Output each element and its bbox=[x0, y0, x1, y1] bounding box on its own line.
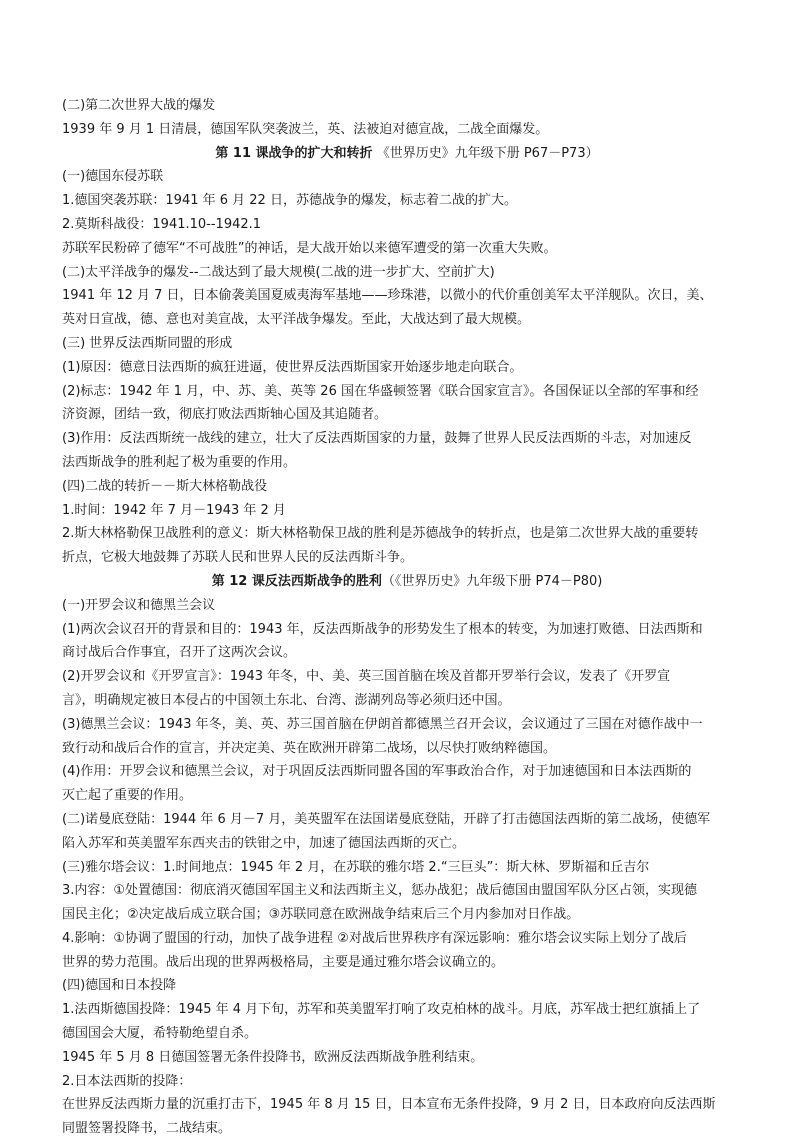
text-line: 陷入苏军和英美盟军东西夹击的铁钳之中，加速了德国法西斯的灭亡。 bbox=[62, 835, 466, 851]
text-line: 2.莫斯科战役：1941.10--1942.1 bbox=[62, 216, 262, 232]
lesson-title-source: （《世界历史》九年级下册 P74－P80) bbox=[381, 573, 603, 589]
text-line: 同盟签署投降书，二战结束。 bbox=[62, 1121, 232, 1137]
lesson-title bbox=[62, 142, 752, 166]
text-line: 言》，明确规定被日本侵占的中国领土东北、台湾、澎湖列岛等必须归还中国。 bbox=[62, 692, 511, 708]
text-line: 在世界反法西斯力量的沉重打击下，1945 年 8 月 15 日，日本宣布无条件投降，9 月 2 日，日本政府向反法西斯 bbox=[62, 1097, 716, 1113]
text-line: 德国国会大厦，希特勒绝望自杀。 bbox=[62, 1026, 258, 1042]
text-line: (四)德国和日本投降 bbox=[62, 978, 177, 994]
text-line: 1.时间：1942 年 7 月－1943 年 2 月 bbox=[62, 502, 286, 518]
text-line: 3.内容：①处置德国：彻底消灭德国军国主义和法西斯主义，惩办战犯；战后德国由盟国军队分区占领，实现德 bbox=[62, 883, 698, 899]
text-line: 4.影响：①协调了盟国的行动，加快了战争进程 ②对战后世界秩序有深远影响：雅尔塔会议实际上划分了战后 bbox=[62, 930, 687, 946]
text-line: 1.德国突袭苏联：1941 年 6 月 22 日，苏德战争的爆发，标志着二战的扩大。 bbox=[62, 193, 517, 209]
text-line: 苏联军民粉碎了德军“不可战胜”的神话，是大战开始以来德军遭受的第一次重大失败。 bbox=[62, 240, 557, 256]
lesson-title bbox=[62, 570, 752, 594]
text-line: (一)德国东侵苏联 bbox=[62, 169, 164, 185]
text-line: (二)诺曼底登陆：1944 年 6 月－7 月，美英盟军在法国诺曼底登陆，开辟了打击德国法西斯的第二战场，使德军 bbox=[62, 811, 711, 827]
text-line: 2.日本法西斯的投降： bbox=[62, 1073, 192, 1089]
lesson-title-main: 第 11 课战争的扩大和转折 bbox=[215, 145, 373, 161]
text-line: (四)二战的转折－－斯大林格勒战役 bbox=[62, 478, 268, 494]
text-line: (二)第二次世界大战的爆发 bbox=[62, 98, 216, 113]
lesson-title-source: 《世界历史》九年级下册 P67－P73） bbox=[372, 145, 599, 161]
text-line: (1)原因：德意日法西斯的疯狂进逼，使世界反法西斯国家开始逐步地走向联合。 bbox=[62, 359, 523, 375]
text-line: (3)德黑兰会议：1943 年冬，美、英、苏三国首脑在伊朗首都德黑兰召开会议，会议通过了三国在对德作战中一 bbox=[62, 716, 703, 732]
text-line: 英对日宣战，德、意也对美宣战，太平洋战争爆发。至此，大战达到了最大规模。 bbox=[62, 312, 531, 328]
document-body bbox=[62, 94, 752, 1141]
text-line: (3)作用：反法西斯统一战线的建立，壮大了反法西斯国家的力量，鼓舞了世界人民反法西斯的斗志，对加速反 bbox=[62, 431, 692, 447]
text-line: 1945 年 5 月 8 日德国签署无条件投降书，欧洲反法西斯战争胜利结束。 bbox=[62, 1049, 484, 1065]
text-line: 折点，它极大地鼓舞了苏联人民和世界人民的反法西斯斗争。 bbox=[62, 550, 414, 566]
text-line: 致行动和战后合作的宣言，并决定美、英在欧洲开辟第二战场，以尽快打败纳粹德国。 bbox=[62, 740, 557, 756]
text-line: (三) 世界反法西斯同盟的形成 bbox=[62, 335, 233, 351]
text-line: 国民主化；②决定战后成立联合国；③苏联同意在欧洲战争结束后三个月内参加对日作战。 bbox=[62, 907, 580, 923]
text-line: (1)两次会议召开的背景和目的：1943 年，反法西斯战争的形势发生了根本的转变，为加速打败德、日法西斯和 bbox=[62, 621, 703, 637]
text-line: (4)作用：开罗会议和德黑兰会议，对于巩固反法西斯同盟各国的军事政治合作，对于加速德国和日本法西斯的 bbox=[62, 764, 692, 780]
text-line: 1941 年 12 月 7 日，日本偷袭美国夏威夷海军基地——珍珠港，以微小的代价重创美军太平洋舰队。次日，美、 bbox=[62, 288, 713, 304]
text-line: 商讨战后合作事宜，召开了这两次会议。 bbox=[62, 645, 297, 661]
text-line: 法西斯战争的胜利起了极为重要的作用。 bbox=[62, 454, 297, 470]
text-line: 世界的势力范围。战后出现的世界两极格局，主要是通过雅尔塔会议确立的。 bbox=[62, 954, 505, 970]
text-line: 1939 年 9 月 1 日清晨，德国军队突袭波兰，英、法被迫对德宣战，二战全面爆发。 bbox=[62, 121, 549, 137]
text-line: (2)标志：1942 年 1 月，中、苏、美、英等 26 国在华盛顿签署《联合国家宣言》。各国保证以全部的军事和经 bbox=[62, 383, 699, 399]
text-line: (一)开罗会议和德黑兰会议 bbox=[62, 597, 216, 613]
text-line: 灭亡起了重要的作用。 bbox=[62, 788, 193, 804]
text-line: (2)开罗会议和《开罗宣言》：1943 年冬，中、美、英三国首脑在埃及首都开罗举行会议，发表了《开罗宣 bbox=[62, 669, 671, 685]
text-line: (二)太平洋战争的爆发--二战达到了最大规模(二战的进一步扩大、空前扩大) bbox=[62, 264, 495, 280]
lesson-title-main: 第 12 课反法西斯战争的胜利 bbox=[211, 573, 382, 589]
text-line: (三)雅尔塔会议：1.时间地点：1945 年 2 月，在苏联的雅尔塔 2.“三巨头”：斯大林、罗斯福和丘吉尔 bbox=[62, 859, 650, 875]
text-line: 2.斯大林格勒保卫战胜利的意义：斯大林格勒保卫战的胜利是苏德战争的转折点，也是第二次世界大战的重要转 bbox=[62, 526, 699, 542]
text-line: 1.法西斯德国投降：1945 年 4 月下旬，苏军和英美盟军打响了攻克柏林的战斗。月底，苏军战士把红旗插上了 bbox=[62, 1002, 701, 1018]
text-line: 济资源，团结一致，彻底打败法西斯轴心国及其追随者。 bbox=[62, 407, 388, 423]
